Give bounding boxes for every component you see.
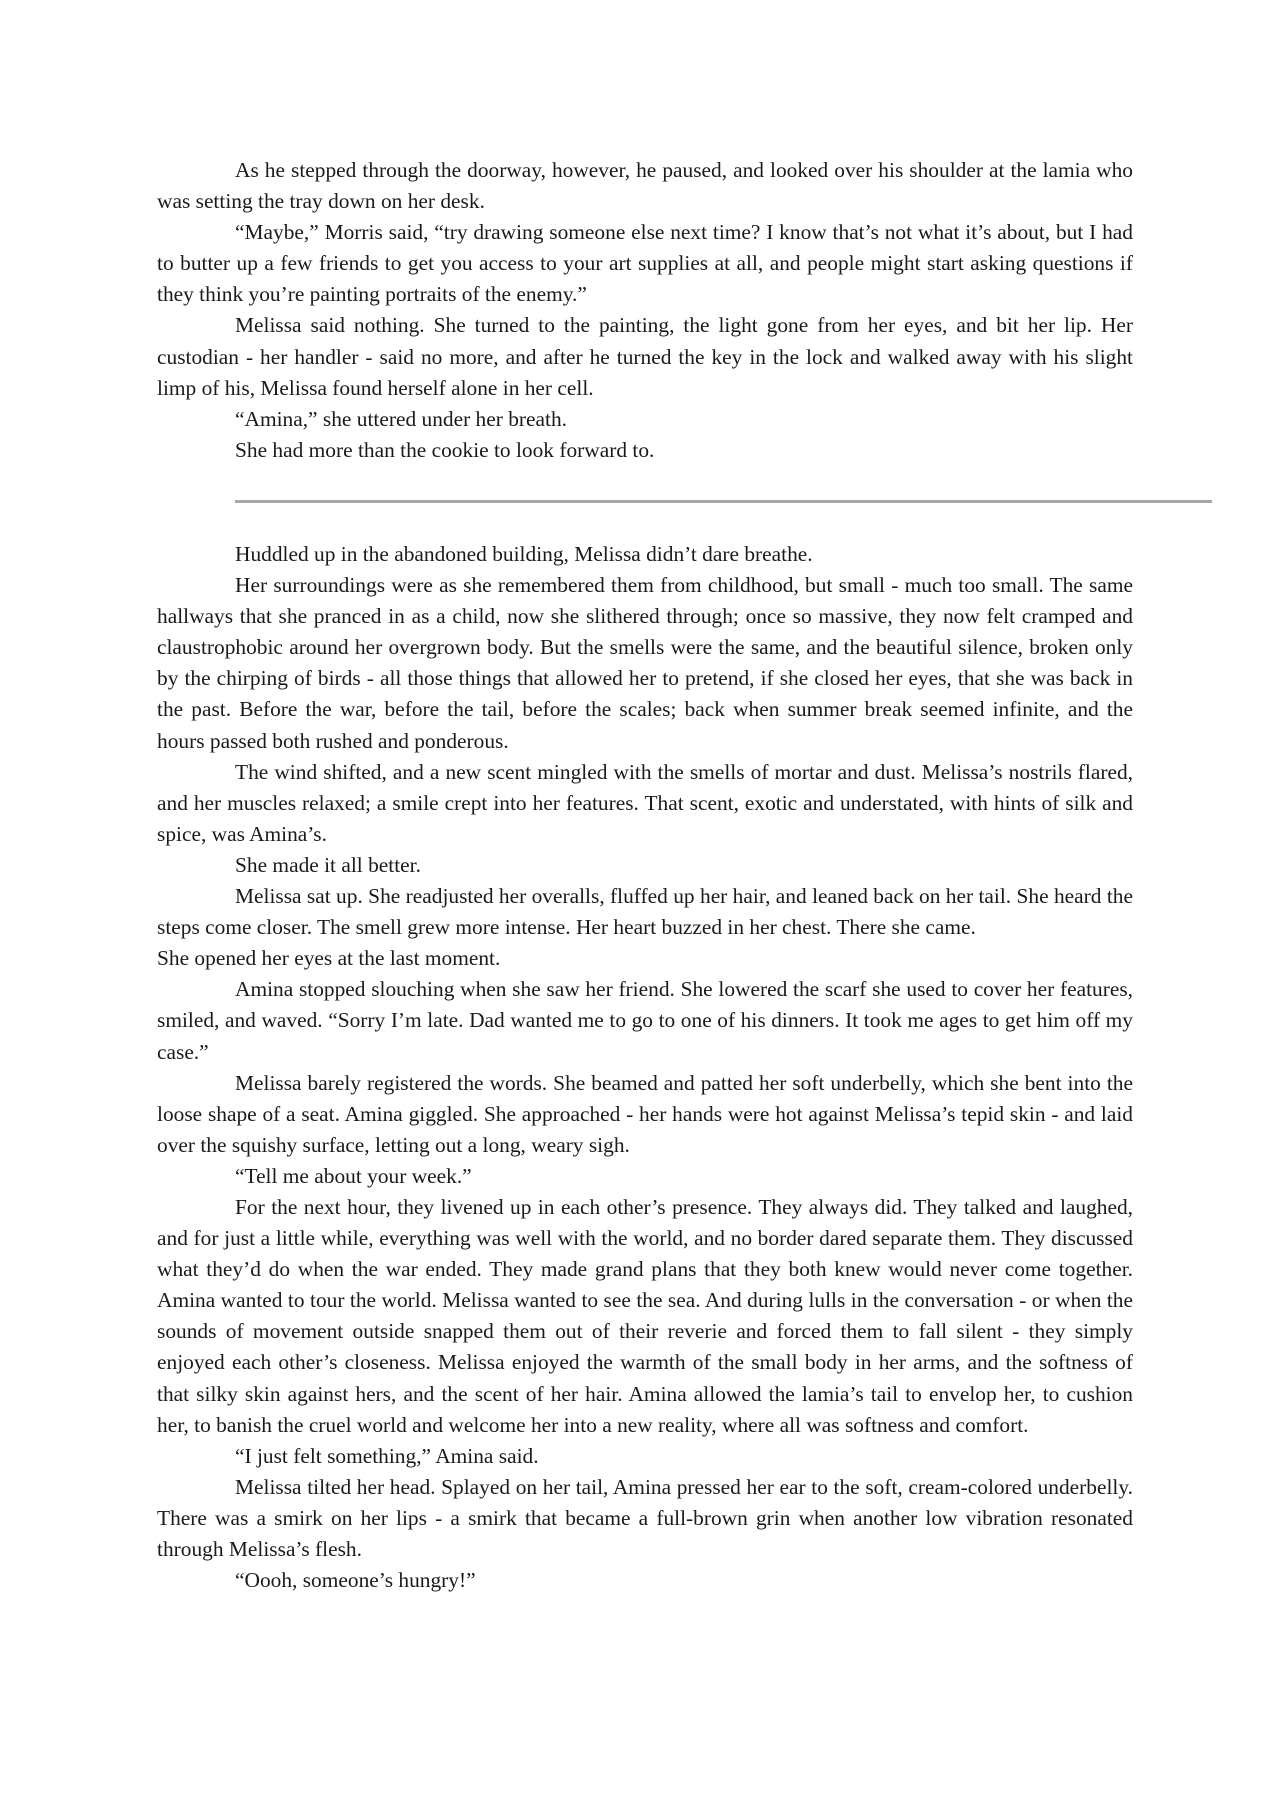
paragraph: “Tell me about your week.”	[235, 1163, 472, 1188]
paragraph: “Maybe,” Morris said, “try drawing someone else next time? I know that’s not what it’s about, but I had to butter up a few friends to get you access to your art supplies at all, and people might start asking questions if they think you’re painting portraits of the enemy.”	[157, 220, 1133, 307]
paragraph: Her surroundings were as she remembered them from childhood, but small - much too small. The same hallways that she pranced in as a child, now she slithered through; once so massive, they now felt cramped and claustrophobic around her overgrown body. But the smells were the same, and the beautiful silence, broken only by the chirping of birds - all those things that allowed her to pretend, if she closed her eyes, that she was back in the past. Before the war, before the tail, before the scales; back when summer break seemed infinite, and the hours passed both rushed and ponderous.	[157, 573, 1133, 753]
paragraph: As he stepped through the doorway, however, he paused, and looked over his shoulder at the lamia who was setting the tray down on her desk.	[157, 158, 1133, 214]
paragraph: Huddled up in the abandoned building, Melissa didn’t dare breathe.	[235, 542, 813, 566]
paragraph: For the next hour, they livened up in each other’s presence. They always did. They talked and laughed, and for just a little while, everything was well with the world, and no border dared separate them. They discussed what they’d do when the war ended. They made grand plans that they both knew would never come together. Amina wanted to tour the world. Melissa wanted to see the sea. And during lulls in the conversation - or when the sounds of movement outside snapped them out of their reverie and forced them to fall silent - they simply enjoyed each other’s closeness. Melissa enjoyed the warmth of the small body in her arms, and the softness of that silky skin against hers, and the scent of her hair. Amina allowed the lamia’s tail to envelop her, to cushion her, to banish the cruel world and welcome her into a new reality, where all was softness and comfort.	[157, 1194, 1133, 1437]
paragraph: “I just felt something,” Amina said.	[235, 1443, 539, 1468]
paragraph: Melissa barely registered the words. She beamed and patted her soft underbelly, which she bent into the loose shape of a seat. Amina giggled. She approached - her hands were hot against Melissa’s tepid skin - and laid over the squishy surface, letting out a long, weary sigh.	[157, 1070, 1133, 1157]
paragraph: Melissa tilted her head. Splayed on her tail, Amina pressed her ear to the soft, cream-colored underbelly. There was a smirk on her lips - a smirk that became a full-brown grin when another low vibration resonated through Melissa’s flesh.	[157, 1474, 1133, 1561]
paragraph: Melissa said nothing. She turned to the painting, the light gone from her eyes, and bit her lip. Her custodian - her handler - said no more, and after he turned the key in the lock and walked away with his slight limp of his, Melissa found herself alone in her cell.	[157, 313, 1133, 400]
paragraph: She had more than the cookie to look forward to.	[235, 437, 655, 462]
scene-break-rule	[235, 500, 1212, 503]
text-section-2	[157, 539, 1133, 1596]
text-section-1	[157, 155, 1133, 466]
paragraph: She made it all better.	[235, 852, 421, 877]
paragraph: The wind shifted, and a new scent mingled with the smells of mortar and dust. Melissa’s nostrils flared, and her muscles relaxed; a smile crept into her features. That scent, exotic and understated, with hints of silk and spice, was Amina’s.	[157, 759, 1133, 846]
paragraph: Melissa sat up. She readjusted her overalls, fluffed up her hair, and leaned back on her tail. She heard the steps come closer. The smell grew more intense. Her heart buzzed in her chest. There she came.	[157, 884, 1133, 940]
paragraph: “Oooh, someone’s hungry!”	[235, 1568, 476, 1593]
paragraph: Amina stopped slouching when she saw her friend. She lowered the scarf she used to cover her features, smiled, and waved. “Sorry I’m late. Dad wanted me to go to one of his dinners. It took me ages to get him off my case.”	[157, 977, 1133, 1064]
paragraph: She opened her eyes at the last moment.	[157, 946, 501, 971]
paragraph: “Amina,” she uttered under her breath.	[235, 406, 568, 431]
